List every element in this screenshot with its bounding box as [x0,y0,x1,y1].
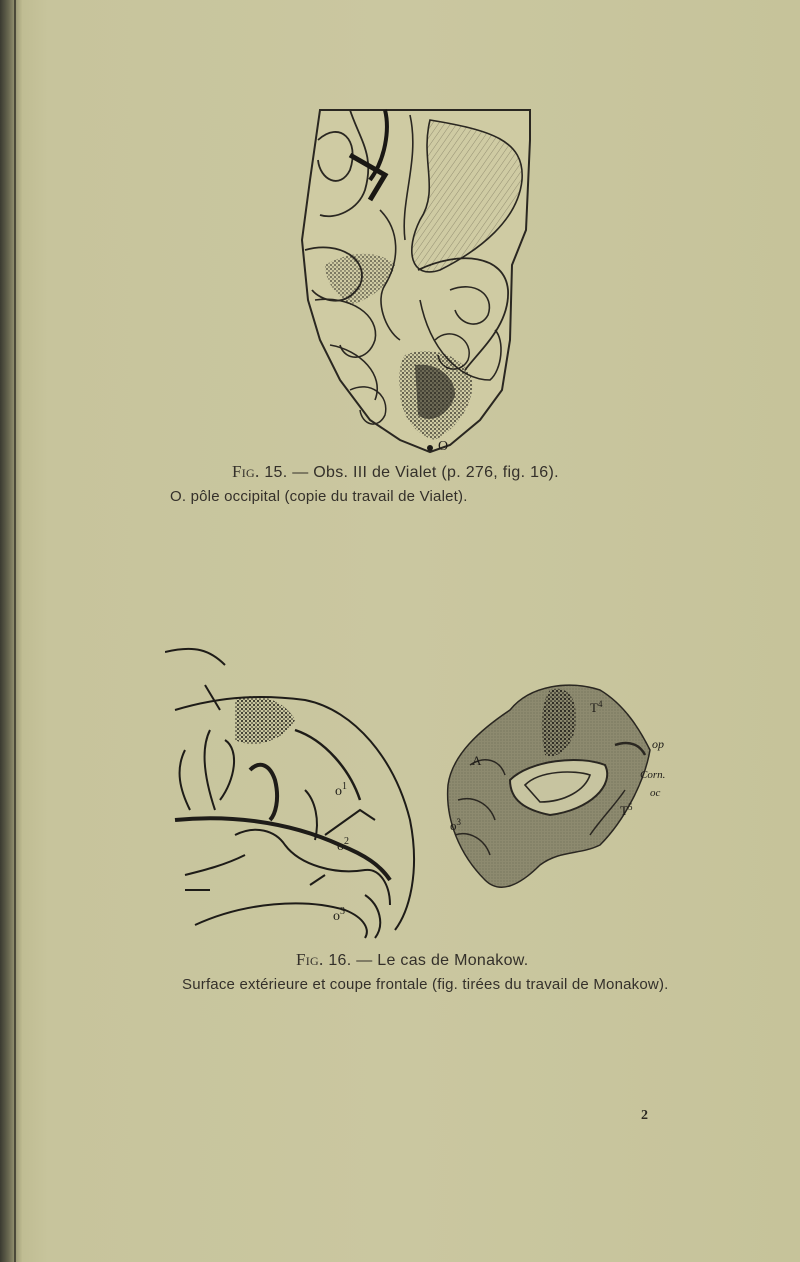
figure-15-caption-title [232,462,559,482]
fig-15-title-text: 15. — Obs. III de Vialet (p. 276, fig. 16). [259,464,559,481]
figure-16-frontal-section [440,670,680,900]
label-o1: $o^1$ [335,781,347,799]
figure-16-caption-subtitle: Surface extérieure et coupe frontale (fig. tirées du travail de Monakow). [182,976,669,993]
label-t4: $T^4$ [590,699,603,715]
label-o3: $o^3$ [333,906,345,924]
label-t5: $T^5$ [620,802,633,818]
figure-16-caption-title [296,950,529,970]
fig-16-title-text: 16. — Le cas de Monakow. [323,952,529,969]
binding-line [14,0,16,1262]
label-o3-section: $o^3$ [450,817,461,833]
figure-16-exterior-surface [165,640,425,940]
label-o2: $o^2$ [337,836,349,854]
handwritten-note-oc: oc [650,787,661,799]
label-a: A [472,753,482,768]
handwritten-note-op: op [652,737,664,751]
handwritten-note-corn: Corn. [640,769,666,781]
fig-16-label: Fig. [296,950,324,969]
occipital-pole-marker: O [438,439,449,454]
figure-15-caption-subtitle: O. pôle occipital (copie du travail de Vialet). [170,488,468,505]
fig-15-label: Fig. [232,462,260,481]
book-binding-edge [0,0,22,1262]
figure-15-illustration [290,100,540,455]
page-number-mark: 2 [641,1108,648,1123]
